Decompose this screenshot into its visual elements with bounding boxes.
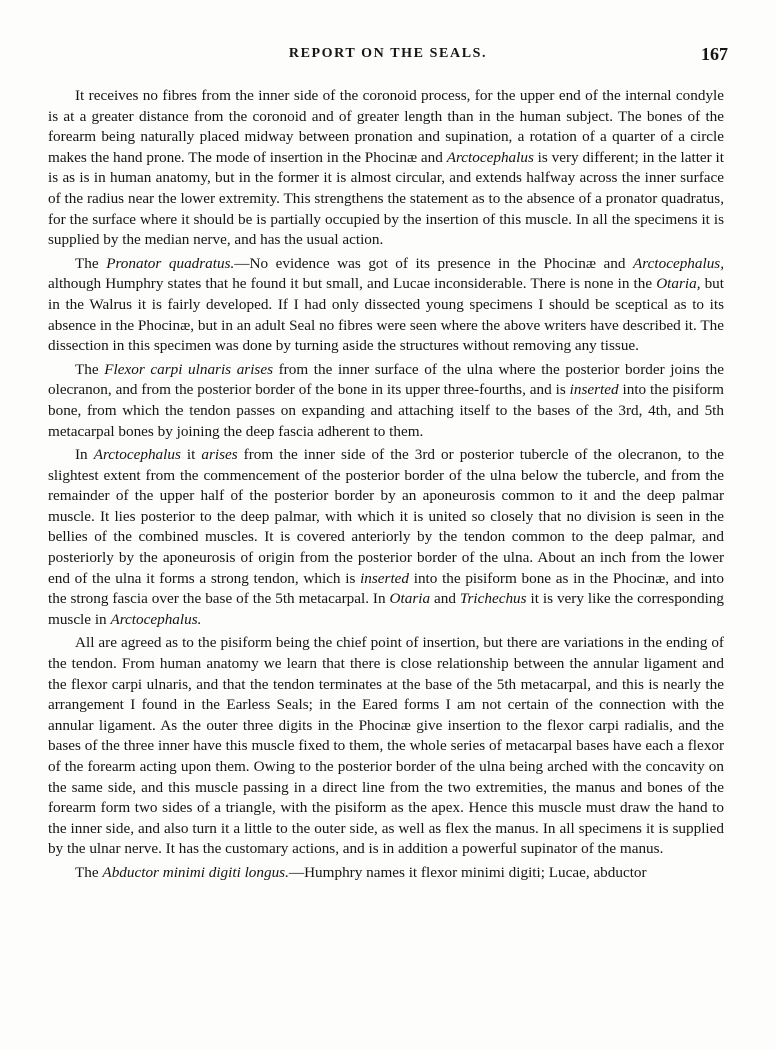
italic-text: Otaria bbox=[389, 590, 431, 608]
text-run: from the inner side of the 3rd or posterior tubercle of the olecranon, to the slightest extent from the commencement of the posterior border of the ulna below the tubercle, and from the remainder of the upper half of the posterior border by an aponeurosis common to it and the deep palmar muscle. It lies posterior to the deep palmar, with which it is united so closely that no division is seen in the bellies of the combined muscles. It is covered anteriorly by the tendon common to the deep palmar, and posteriorly by the aponeurosis of origin from the posterior border of the ulna. About an inch from the lower end of the ulna it forms a strong tendon, which is bbox=[48, 446, 724, 587]
italic-text: Arctocephalus. bbox=[110, 610, 202, 628]
text-run: and bbox=[430, 590, 460, 608]
text-run: into the pisiform bone, from which the tendon passes on expanding and attaching itself to the bases of the 3rd, 4th, and 5th metacarpal bones by joining the deep fascia adherent to them. bbox=[48, 381, 724, 440]
italic-text: Otaria, bbox=[656, 275, 701, 293]
italic-text: Pronator quadratus. bbox=[106, 254, 235, 272]
text-run: —Humphry names it flexor minimi digiti; Lucae, abductor bbox=[288, 863, 647, 881]
italic-text: Arctocephalus bbox=[93, 446, 181, 464]
paragraph bbox=[48, 86, 724, 251]
italic-text: inserted bbox=[360, 569, 410, 587]
text-run: The bbox=[75, 863, 103, 881]
text-run: it bbox=[180, 446, 202, 464]
page-header bbox=[48, 44, 728, 68]
text-run: into the pisiform bone as in the Phocinæ, and into the strong fascia over the base of the 5th metacarpal. In bbox=[48, 569, 724, 608]
text-run: although Humphry states that he found it but small, and Lucae inconsiderable. There is none in the bbox=[48, 275, 657, 293]
text-run: All are agreed as to the pisiform being the chief point of insertion, but there are variations in the ending of the tendon. From human anatomy we learn that there is close relationship between the annular ligament and the flexor carpi ulnaris, and that the tendon terminates at the base of the 5th metacarpal, and this is nearly the arrangement I found in the Earless Seals; in the Eared forms I am not certain of the connection with the annular ligament. As the outer three digits in the Phocinæ give insertion to the flexor carpi radialis, and the bases of the three inner have this muscle fixed to them, the whole series of metacarpal bases have each a flexor of the forearm acting upon them. Owing to the posterior border of the ulna being arched with the concavity on the same side, and this muscle passing in a direct line from the two extremities, the manus and bones of the forearm form two sides of a triangle, with the pisiform as the apex. Hence this muscle must draw the hand to the inner side, and also turn it a little to the outer side, as well as flex the manus. In all specimens it is supplied by the ulnar nerve. It has the customary actions, and is in addition a powerful supinator of the manus. bbox=[48, 634, 724, 858]
text-run: but in the Walrus it is fairly developed. If I had only dissected young specimens I should be sceptical as to its absence in the Phocinæ, but in an adult Seal no fibres were seen where the above writers have described it. The dissection in this specimen was done by turning aside the structures without removing any tissue. bbox=[48, 275, 724, 355]
text-run: is very different; in the latter it is as is in human anatomy, but in the former it is almost circular, and extends halfway across the inner surface of the radius near the lower extremity. This strengthens the statement as to the absence of a pronator quadratus, for the surface where it should be is partially occupied by the insertion of this muscle. In all the specimens it is supplied by the median nerve, and has the usual action. bbox=[48, 148, 724, 249]
paragraph bbox=[48, 254, 724, 357]
italic-text: Arctocephalus bbox=[446, 148, 534, 166]
text-run: It receives no fibres from the inner side of the coronoid process, for the upper end of the internal condyle is at a greater distance from the coronoid and of greater length than in the human subject. The bones of the forearm being naturally placed midway between pronation and supination, a rotation of a quarter of a circle makes the hand prone. The mode of insertion in the Phocinæ and bbox=[48, 87, 724, 166]
text-run: —No evidence was got of its presence in the Phocinæ and bbox=[234, 254, 634, 272]
italic-text: Abductor minimi digiti longus. bbox=[102, 863, 289, 881]
running-title: REPORT ON THE SEALS. bbox=[288, 46, 488, 61]
paragraph bbox=[48, 360, 724, 442]
paragraph bbox=[48, 633, 724, 860]
italic-text: Trichechus bbox=[459, 590, 527, 608]
italic-text: Arctocephalus, bbox=[633, 254, 724, 272]
text-run: from the inner surface of the ulna where the posterior border joins the olecranon, and from the posterior border of the bone in its upper three-fourths, and is bbox=[48, 360, 724, 399]
text-run: In bbox=[75, 446, 94, 464]
paragraph bbox=[48, 863, 724, 884]
text-run: The bbox=[75, 254, 107, 272]
text-run: it is very like the corresponding muscle in bbox=[48, 590, 724, 628]
text-run: The bbox=[75, 360, 105, 378]
italic-text: inserted bbox=[569, 381, 619, 399]
body-text bbox=[48, 86, 724, 887]
paragraph bbox=[48, 445, 724, 630]
page-number: 167 bbox=[701, 44, 728, 64]
italic-text: Flexor carpi ulnaris arises bbox=[104, 360, 273, 378]
italic-text: arises bbox=[201, 446, 238, 464]
